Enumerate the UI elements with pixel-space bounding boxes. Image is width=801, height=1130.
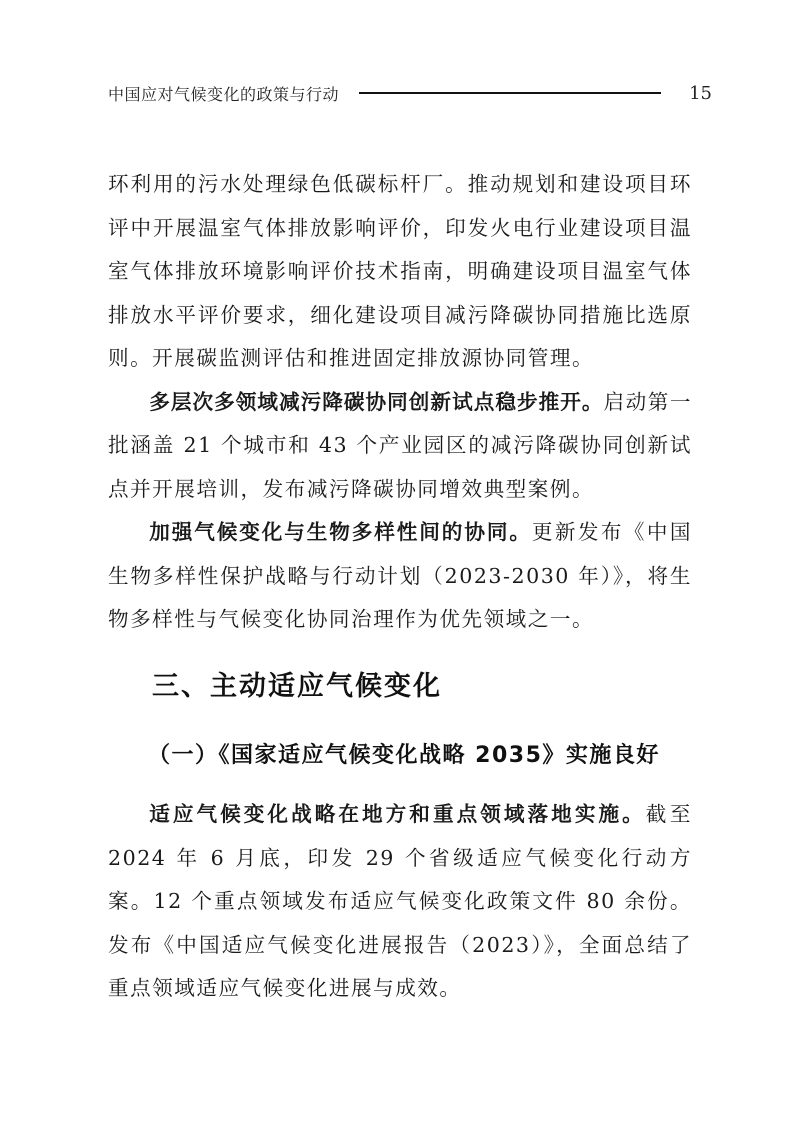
paragraph-adaptation bbox=[108, 793, 692, 1011]
paragraph-body: 启动第一批涵盖 21 个城市和 43 个产业园区的减污降碳协同创新试点并开展培训，发布减污降碳协同增效典型案例。 bbox=[108, 389, 693, 501]
text-block-1 bbox=[108, 163, 692, 642]
paragraph-body: 截至 2024 年 6 月底，印发 29 个省级适应气候变化行动方案。12 个重点领域发布适应气候变化政策文件 80 余份。发布《中国适应气候变化进展报告（2023）》，全面总结了重点领域适应气候变化进展与成效。 bbox=[108, 802, 693, 1000]
subsection-title: （一）《国家适应气候变化战略 2035》实施良好 bbox=[148, 743, 660, 768]
paragraph-pilot bbox=[108, 381, 692, 512]
paragraph-lead: 适应气候变化战略在地方和重点领域落地实施。 bbox=[149, 802, 646, 826]
section-title: 三、主动适应气候变化 bbox=[152, 671, 442, 702]
paragraph-biodiversity bbox=[108, 511, 692, 642]
header-title: 中国应对气候变化的政策与行动 bbox=[108, 84, 340, 104]
text-block-2 bbox=[108, 793, 692, 1011]
header-rule bbox=[359, 92, 661, 94]
paragraph-lead: 多层次多领域减污降碳协同创新试点稳步推开。 bbox=[149, 389, 604, 414]
paragraph-continued: 环利用的污水处理绿色低碳标杆厂。推动规划和建设项目环评中开展温室气体排放影响评价，印发火电行业建设项目温室气体排放环境影响评价技术指南，明确建设项目温室气体排放水平评价要求，细化建设项目减污降碳协同措施比选原则。开展碳监测评估和推进固定排放源协同管理。 bbox=[108, 172, 692, 370]
running-header bbox=[108, 80, 712, 106]
paragraph-lead: 加强气候变化与生物多样性间的协同。 bbox=[149, 520, 532, 544]
paragraph-body: 更新发布《中国生物多样性保护战略与行动计划（2023-2030 年）》，将生物多样性与气候变化协同治理作为优先领域之一。 bbox=[108, 520, 693, 631]
page-number: 15 bbox=[689, 82, 712, 104]
